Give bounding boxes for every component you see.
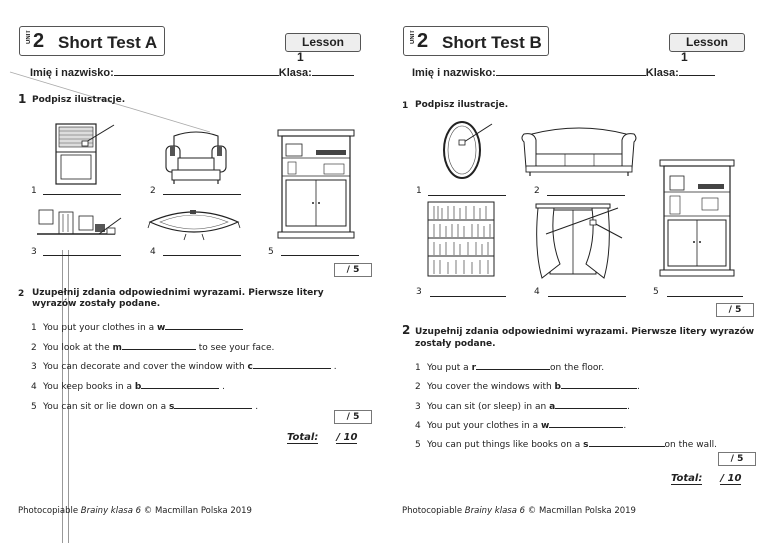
footer: Photocopiable Brainy klasa 6 © Macmillan Polska 2019 (402, 506, 636, 516)
picture-label-5: 5 (268, 247, 274, 257)
sentence-4: 4 You put your clothes in a w . (415, 421, 627, 431)
class-label: Klasa: (645, 67, 679, 79)
sentence-5-blank[interactable] (174, 400, 252, 409)
class-field[interactable] (312, 65, 354, 76)
sentence-1-blank[interactable] (165, 321, 243, 330)
sentence-1: 1 You put your clothes in a w (31, 321, 243, 333)
exercise-2-instruction-line2: zostały podane. (415, 339, 496, 349)
answer-line-4[interactable] (548, 296, 626, 297)
answer-line-3[interactable] (43, 255, 121, 256)
exercise-1-number: 1 (18, 92, 27, 106)
exercise-1-score: / 5 (334, 263, 372, 277)
answer-line-1[interactable] (428, 195, 506, 196)
title-box (19, 26, 165, 56)
name-field[interactable] (114, 65, 279, 76)
total-value: / 10 (336, 432, 358, 443)
class-label: Klasa: (278, 67, 312, 79)
picture-label-2: 2 (534, 186, 540, 196)
wardrobe-picture (658, 158, 738, 280)
lesson-number: 1 (297, 50, 304, 64)
lesson-badge: Lesson (669, 33, 745, 52)
sentence-1-blank[interactable] (476, 361, 550, 370)
footer: Photocopiable Brainy klasa 6 © Macmillan Polska 2019 (18, 506, 252, 516)
class-field[interactable] (679, 65, 715, 76)
rug-picture (146, 206, 242, 246)
exercise-2-instruction-line1: Uzupełnij zdania odpowiednimi wyrazami. Pierwsze litery wyrazów (415, 327, 755, 337)
answer-line-5[interactable] (281, 255, 359, 256)
window-picture (52, 120, 122, 190)
lesson-badge: Lesson (285, 33, 361, 52)
total-score (671, 473, 741, 485)
title-box (403, 26, 549, 56)
name-label: Imię i nazwisko: (30, 67, 114, 79)
sentence-5-blank[interactable] (589, 438, 665, 447)
sentence-3: 3 You can sit (or sleep) in an a . (415, 402, 631, 412)
exercise-1-instruction: Podpisz ilustracje. (415, 100, 509, 110)
answer-line-2[interactable] (547, 195, 625, 196)
sentence-3-blank[interactable] (555, 400, 627, 409)
sentence-2-blank[interactable] (122, 341, 196, 350)
picture-label-3: 3 (416, 287, 422, 297)
total-value: / 10 (720, 473, 742, 484)
unit-number: UNIT2 (26, 30, 45, 52)
picture-label-2: 2 (150, 186, 156, 196)
total-label: Total: (287, 432, 319, 443)
exercise-2-score: / 5 (718, 452, 756, 466)
answer-line-5[interactable] (667, 296, 743, 297)
name-class-row (412, 65, 715, 79)
sentence-5: 5 You can sit or lie down on a s . (31, 402, 259, 412)
exercise-1-number: 1 (402, 101, 409, 111)
sentence-1: 1 You put a r on the floor. (415, 363, 605, 373)
total-score (287, 432, 357, 444)
sentence-2: 2 You look at the m to see your face. (31, 343, 275, 353)
answer-line-2[interactable] (163, 194, 241, 195)
answer-line-4[interactable] (163, 255, 241, 256)
name-class-row (30, 65, 354, 79)
sentence-4-blank[interactable] (141, 380, 219, 389)
name-field[interactable] (496, 65, 646, 76)
test-title: Short Test B (442, 33, 542, 52)
test-title: Short Test A (58, 33, 158, 52)
mirror-picture (440, 116, 498, 186)
exercise-2-number: 2 (18, 289, 25, 299)
picture-label-4: 4 (534, 287, 540, 297)
picture-label-1: 1 (416, 186, 422, 196)
exercise-2-score: / 5 (334, 410, 372, 424)
answer-line-1[interactable] (43, 194, 121, 195)
lesson-number: 1 (681, 50, 688, 64)
sentence-4: 4 You keep books in a b . (31, 382, 226, 392)
picture-label-3: 3 (31, 247, 37, 257)
unit-number: UNIT2 (410, 30, 429, 52)
exercise-1-instruction: Podpisz ilustracje. (32, 95, 126, 105)
exercise-2-instruction-line2: wyrazów zostały podane. (32, 299, 161, 309)
worksheet-page-b (384, 0, 768, 543)
sentence-4-blank[interactable] (549, 419, 623, 428)
exercise-1-score: / 5 (716, 303, 754, 317)
sentence-3: 3 You can decorate and cover the window with c . (31, 362, 337, 372)
sentence-5: 5 You can put things like books on a s on the wall. (415, 440, 717, 450)
cabinet-picture (276, 128, 358, 248)
bookshelf-picture (426, 200, 498, 280)
exercise-2-number: 2 (402, 323, 411, 337)
curtains-picture (520, 200, 640, 282)
sofa-picture (518, 124, 640, 180)
picture-label-1: 1 (31, 186, 37, 196)
answer-line-3[interactable] (430, 296, 506, 297)
shelf-picture (35, 206, 125, 246)
picture-label-5: 5 (653, 287, 659, 297)
armchair-picture (160, 128, 232, 188)
exercise-2-instruction-line1: Uzupełnij zdania odpowiednimi wyrazami. Pierwsze litery (32, 288, 324, 298)
total-label: Total: (671, 473, 703, 484)
name-label: Imię i nazwisko: (412, 67, 496, 79)
sentence-2: 2 You cover the windows with b . (415, 382, 640, 392)
sentence-3-blank[interactable] (253, 360, 331, 369)
sentence-2-blank[interactable] (561, 380, 637, 389)
picture-label-4: 4 (150, 247, 156, 257)
